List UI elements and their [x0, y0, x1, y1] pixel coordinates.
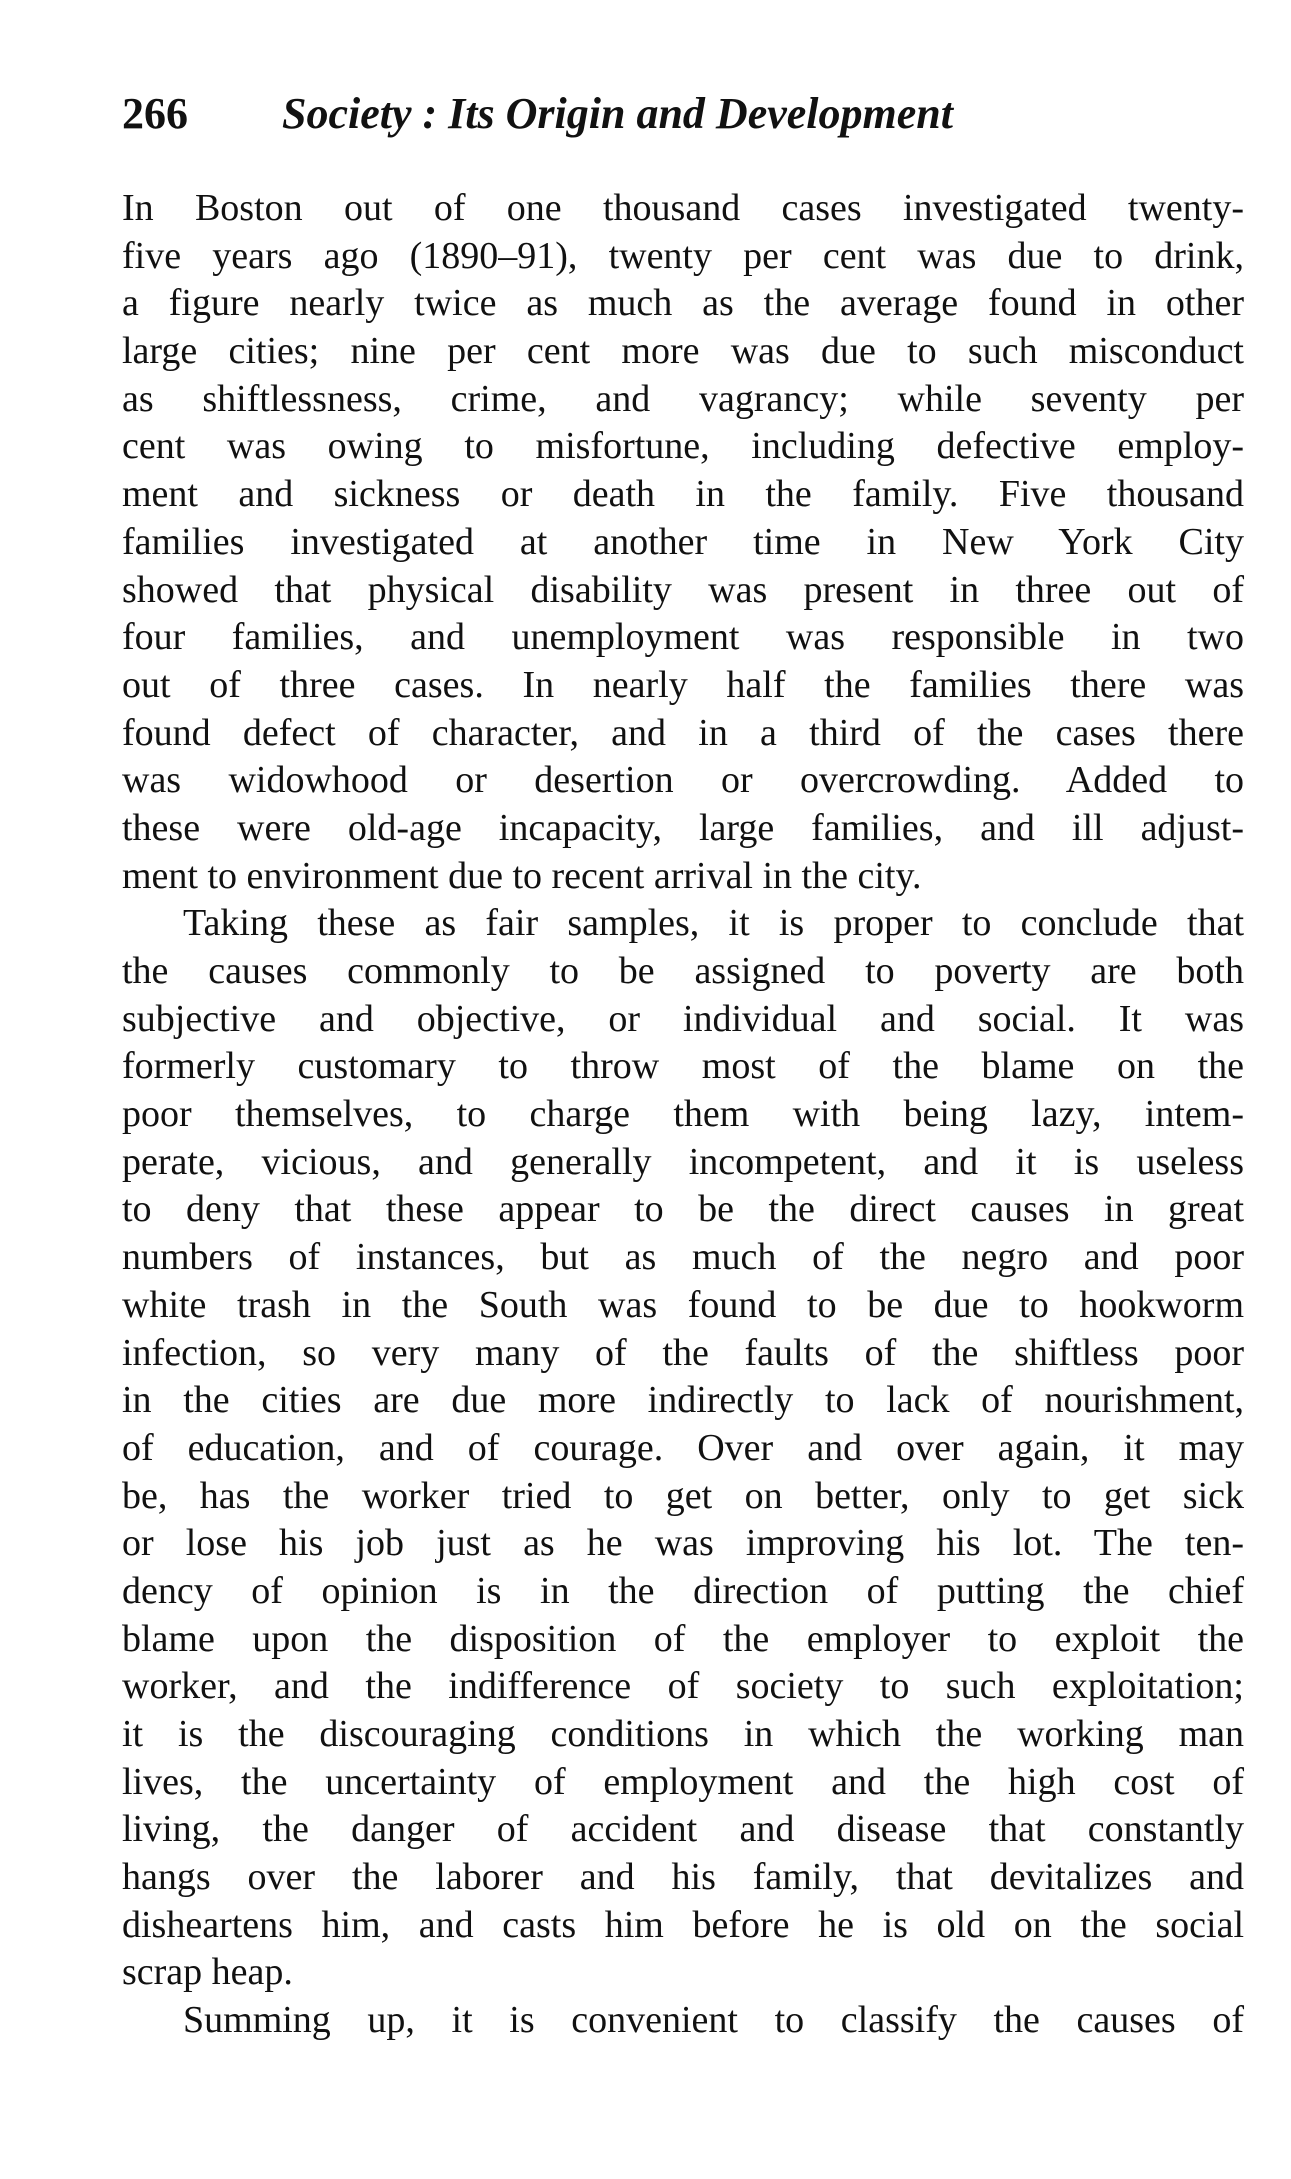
text-line: out of three cases. In nearly half the families there was — [122, 663, 1244, 706]
text-line: scrap heap. — [122, 1951, 293, 1994]
text-line: as shiftlessness, crime, and vagrancy; while seventy per — [122, 377, 1244, 420]
text-line: In Boston out of one thousand cases investigated twenty- — [122, 187, 1244, 229]
text-line: of education, and of courage. Over and over again, it may — [122, 1426, 1244, 1469]
text-line: lives, the uncertainty of employment and the high cost of — [122, 1760, 1244, 1803]
text-line: it is the discouraging conditions in which the working man — [122, 1713, 1244, 1755]
text-line: living, the danger of accident and disease that constantly — [122, 1808, 1244, 1851]
text-line: numbers of instances, but as much of the negro and poor — [122, 1236, 1244, 1279]
text-line: infection, so very many of the faults of the shiftless poor — [122, 1331, 1244, 1374]
text-line: four families, and unemployment was responsible in two — [122, 616, 1244, 659]
text-line: Summing up, it is convenient to classify the causes of — [183, 1999, 1244, 2042]
text-line: poor themselves, to charge them with being lazy, intem- — [122, 1093, 1244, 1136]
text-line: Taking these as fair samples, it is proper to conclude that — [183, 902, 1244, 945]
text-line: ment and sickness or death in the family. Five thousand — [122, 473, 1244, 516]
text-line: was widowhood or desertion or overcrowding. Added to — [122, 759, 1244, 802]
text-line: or lose his job just as he was improving his lot. The ten- — [122, 1522, 1244, 1565]
text-line: ment to environment due to recent arrival in the city. — [122, 854, 922, 897]
text-line: these were old-age incapacity, large families, and ill adjust- — [122, 806, 1244, 849]
text-line: dency of opinion is in the direction of putting the chief — [122, 1569, 1244, 1612]
text-line: white trash in the South was found to be due to hookworm — [122, 1283, 1244, 1326]
running-title: Society : Its Origin and Development — [282, 89, 953, 138]
text-line: cent was owing to misfortune, including defective employ- — [122, 425, 1244, 468]
text-line: be, has the worker tried to get on better, only to get sick — [122, 1474, 1244, 1517]
text-line: to deny that these appear to be the direct causes in great — [122, 1188, 1244, 1231]
text-line: formerly customary to throw most of the blame on the — [122, 1045, 1244, 1088]
text-line: in the cities are due more indirectly to lack of nourishment, — [122, 1379, 1244, 1422]
text-line: the causes commonly to be assigned to poverty are both — [122, 950, 1244, 992]
text-line: perate, vicious, and generally incompetent, and it is useless — [122, 1140, 1244, 1183]
text-line: worker, and the indifference of society to such exploitation; — [122, 1665, 1244, 1708]
text-line: found defect of character, and in a third of the cases there — [122, 711, 1244, 754]
text-line: five years ago (1890–91), twenty per cent was due to drink, — [122, 234, 1244, 277]
text-line: subjective and objective, or individual and social. It was — [122, 997, 1244, 1040]
body-text — [122, 185, 1244, 2045]
page-number: 266 — [122, 89, 188, 138]
running-header — [122, 88, 1242, 148]
text-line: showed that physical disability was present in three out of — [122, 568, 1244, 611]
text-line: disheartens him, and casts him before he is old on the social — [122, 1903, 1244, 1946]
text-line: hangs over the laborer and his family, that devitalizes and — [122, 1856, 1244, 1899]
text-line: families investigated at another time in New York City — [122, 520, 1244, 563]
text-line: large cities; nine per cent more was due to such misconduct — [122, 330, 1244, 373]
text-line: blame upon the disposition of the employer to exploit the — [122, 1617, 1244, 1660]
text-line: a figure nearly twice as much as the average found in other — [122, 282, 1244, 325]
